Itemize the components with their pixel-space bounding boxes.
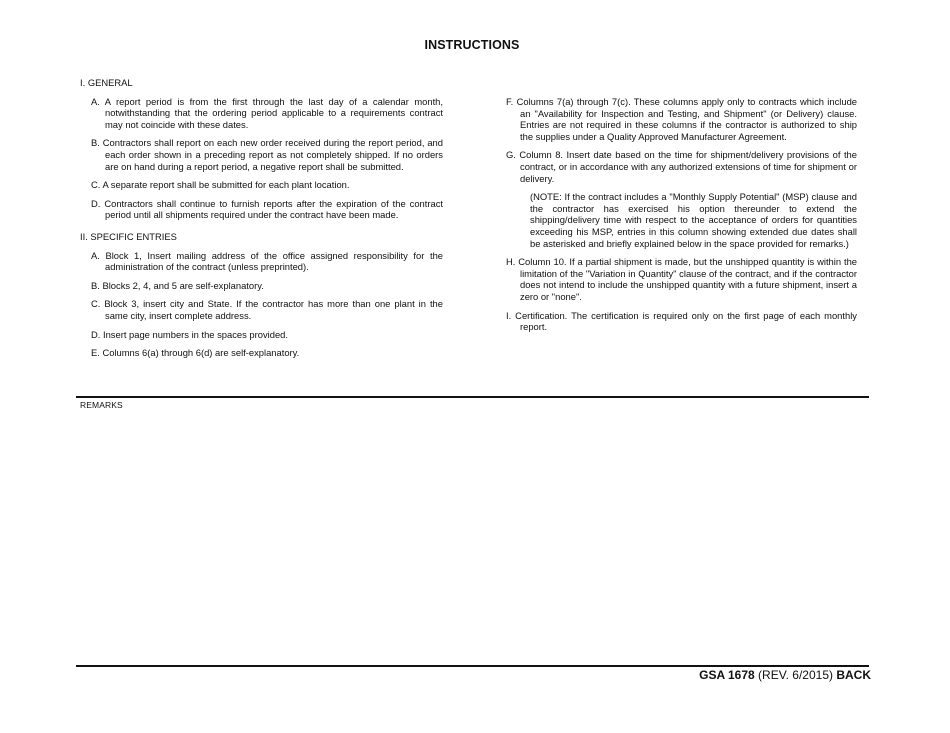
specific-item-h: H. Column 10. If a partial shipment is made, but the unshipped quantity is within the limitation of the "Variation in Quantity" clause of the contract, and if the contractor does not intend to include the unshipped quantity with a future shipment, insert a zero or "none". bbox=[506, 256, 857, 302]
form-revision: (REV. 6/2015) bbox=[758, 668, 833, 682]
page-title: INSTRUCTIONS bbox=[424, 38, 520, 52]
specific-item-a: A. Block 1, Insert mailing address of the office assigned responsibility for the administration of the contract (unless preprinted). bbox=[91, 249, 443, 273]
footer-divider bbox=[76, 665, 869, 667]
form-footer bbox=[699, 668, 871, 682]
section-heading-specific: II. SPECIFIC ENTRIES bbox=[80, 230, 177, 242]
general-item-a: A. A report period is from the first through the last day of a calendar month, notwithstanding that the ordering period applicable to a requirements contract may not coincide with these dates. bbox=[91, 95, 443, 130]
section-heading-general: I. GENERAL bbox=[80, 77, 133, 88]
general-item-d: D. Contractors shall continue to furnish reports after the expiration of the contract period until all shipments required under the contract have been made. bbox=[91, 197, 443, 221]
specific-item-i: I. Certification. The certification is required only on the first page of each monthly report. bbox=[506, 309, 857, 333]
specific-item-c: C. Block 3, insert city and State. If the contractor has more than one plant in the same city, insert complete address. bbox=[91, 298, 443, 321]
general-item-b: B. Contractors shall report on each new order received during the report period, and each order shown in a preceding report as not completely shipped. If no orders are on hand during a report period, a negative report shall be submitted. bbox=[91, 137, 443, 172]
right-column bbox=[506, 96, 857, 340]
specific-item-f: F. Columns 7(a) through 7(c). These columns apply only to contracts which include an "Availability for Inspection and Testing, and Shipment" (or Delivery) clause. Entries are not required in these columns if the contractor is authorized to ship the supplies under a Quality Approved Manufacturer Agreement. bbox=[506, 96, 857, 142]
specific-item-d: D. Insert page numbers in the spaces provided. bbox=[91, 328, 288, 340]
form-id: GSA 1678 bbox=[699, 668, 755, 682]
specific-item-g: G. Column 8. Insert date based on the time for shipment/delivery provisions of the contract, or in accordance with any authorized extensions of time for shipment or delivery. bbox=[506, 149, 857, 184]
left-column bbox=[80, 77, 443, 366]
msp-note: (NOTE: If the contract includes a "Monthly Supply Potential" (MSP) clause and the contractor has exercised his option thereunder to extend the shipping/delivery time with respect to the acceptance of orders for quantities exceeding his MSP, entries in this column showing extended due dates shall be asterisked and briefly explained below in the space provided for remarks.) bbox=[530, 191, 857, 249]
general-item-c: C. A separate report shall be submitted for each plant location. bbox=[91, 179, 350, 191]
specific-item-e: E. Columns 6(a) through 6(d) are self-explanatory. bbox=[91, 347, 300, 359]
page-side: BACK bbox=[836, 668, 871, 682]
specific-item-b: B. Blocks 2, 4, and 5 are self-explanatory. bbox=[91, 279, 264, 291]
remarks-divider bbox=[76, 396, 869, 398]
remarks-label: REMARKS bbox=[80, 400, 123, 410]
